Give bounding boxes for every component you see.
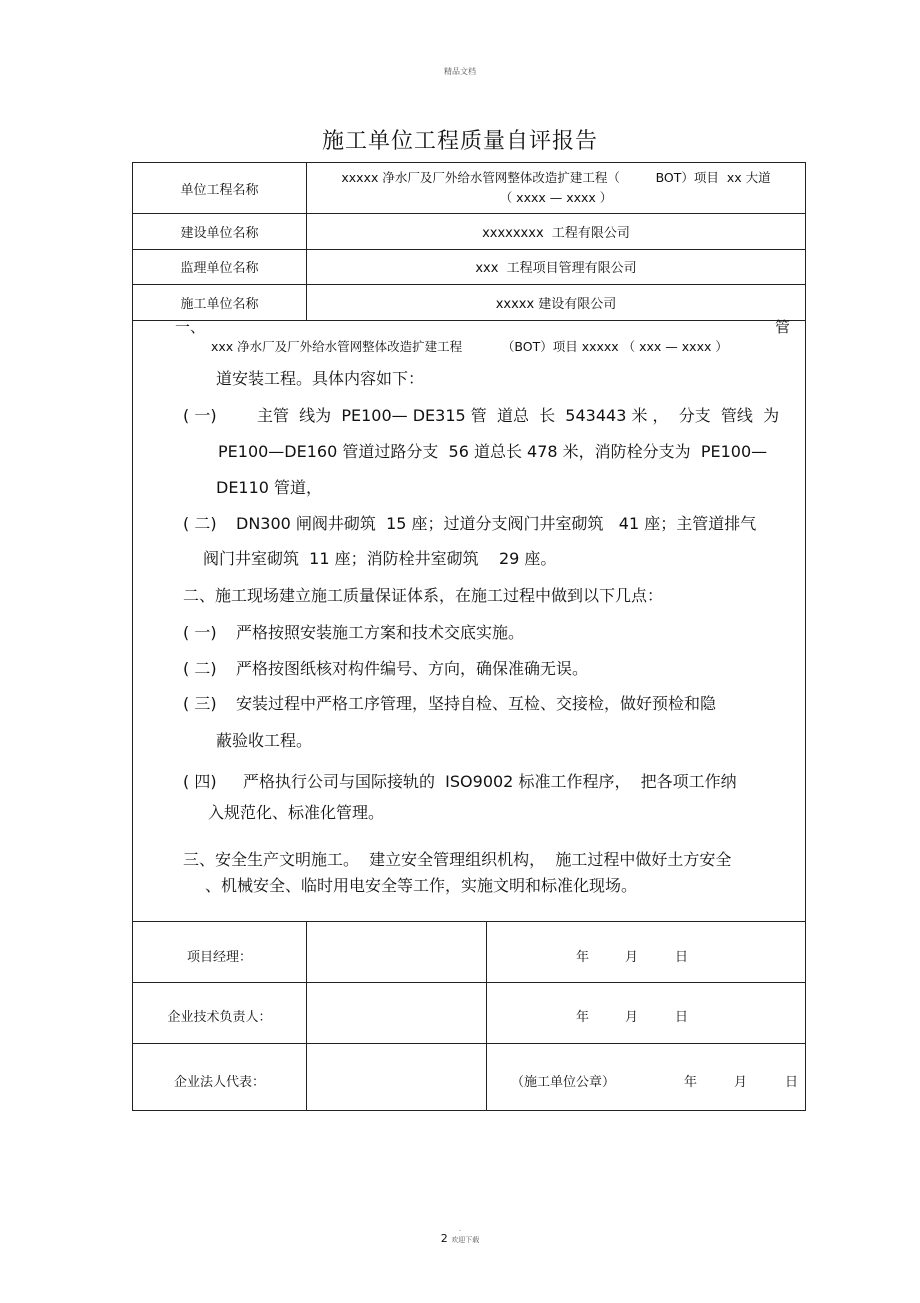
pm-day: 日 [675, 950, 689, 965]
sec2-item4-line2: 入规范化、标准化管理。 [208, 803, 385, 822]
item1-number: ( 一) [183, 406, 217, 425]
lr-month: 月 [734, 1075, 748, 1090]
project-name-line1: xxxxx 净水厂及厂外给水管网整体改造扩建工程（ BOT）项目 xx 大道 [341, 170, 771, 185]
document-title: 施工单位工程质量自评报告 [321, 129, 598, 154]
sec1-line1: xxx 净水厂及厂外给水管网整体改造扩建工程 （BOT）项目 xxxxx （ xxx — xxxx ） [211, 339, 728, 354]
project-name-label: 单位工程名称 [180, 182, 259, 198]
col-divider [486, 921, 487, 1111]
item2-number: ( 二) [183, 514, 217, 533]
col-divider [306, 921, 307, 1111]
sec2-item1-text: 严格按照安装施工方案和技术交底实施。 [236, 623, 525, 642]
sec1-line2: 道安装工程。具体内容如下： [216, 369, 425, 388]
lr-year: 年 [684, 1075, 698, 1090]
row-divider [133, 1043, 805, 1044]
project-manager-label: 项目经理： [186, 950, 252, 965]
sec2-item4-line1: 严格执行公司与国际接轨的 ISO9002 标准工作程序， 把各项工作纳 [243, 772, 737, 791]
sec2-item1-number: ( 一) [183, 623, 217, 642]
row-divider [133, 921, 805, 922]
project-name-line2: （ xxxx — xxxx ） [499, 190, 613, 205]
builder-label: 建设单位名称 [180, 225, 259, 241]
row-divider [133, 320, 805, 321]
tech-lead-label: 企业技术负责人： [167, 1010, 272, 1025]
sec2-item3-continuation: 蔽验收工程。 [216, 731, 313, 750]
report-table [132, 162, 806, 1111]
project-name-value [306, 163, 806, 213]
sec3-line2: 、机械安全、临时用电安全等工作，实施文明和标准化现场。 [205, 876, 638, 895]
sec2-title: 二、施工现场建立施工质量保证体系，在施工过程中做到以下几点： [183, 586, 664, 605]
lr-day: 日 [785, 1075, 799, 1090]
company-seal: （施工单位公章） [511, 1075, 616, 1090]
item1-line1: 主管 线为 PE100— DE315 管 道总 长 543443 米 ， 分支 管线 为 [257, 406, 780, 425]
header-note: 精品文档 [444, 67, 476, 76]
sec2-item2-text: 严格按图纸核对构件编号、方向，确保准确无误。 [236, 659, 589, 678]
sec2-item4-number: ( 四) [183, 772, 217, 791]
item1-line3: DE110 管道， [216, 478, 323, 497]
sec2-item2-number: ( 二) [183, 659, 217, 678]
page-footer [0, 1226, 920, 1245]
item1-line2: PE100—DE160 管道过路分支 56 道总长 478 米，消防栓分支为 PE100— [218, 442, 768, 461]
pm-year: 年 [576, 950, 590, 965]
sec3-line1: 三、安全生产文明施工。 建立安全管理组织机构， 施工过程中做好土方安全 [183, 850, 732, 869]
supervisor-label: 监理单位名称 [180, 261, 259, 276]
tl-day: 日 [675, 1010, 689, 1025]
builder-value: xxxxxxxx 工程有限公司 [482, 225, 630, 241]
contractor-value: xxxxx 建设有限公司 [495, 296, 617, 312]
row-divider [133, 982, 805, 983]
sec2-item3-number: ( 三) [183, 694, 217, 713]
contractor-label: 施工单位名称 [180, 296, 259, 312]
tl-year: 年 [576, 1010, 590, 1025]
item2-line1: DN300 闸阀井砌筑 15 座；过道分支阀门井室砌筑 41 座；主管道排气 [236, 514, 757, 533]
supervisor-value: xxx 工程项目管理有限公司 [475, 261, 637, 276]
tl-month: 月 [625, 1010, 639, 1025]
sec1-prefix: 一、 [175, 318, 206, 336]
sec1-guan: 管 [775, 318, 791, 336]
page-number: 2 [440, 1232, 448, 1245]
sec2-item3-text: 安装过程中严格工序管理，坚持自检、互检、交接检，做好预检和隐 [236, 694, 717, 713]
pm-month: 月 [625, 950, 639, 965]
footer-dot: . [458, 1225, 462, 1233]
legal-rep-label: 企业法人代表： [173, 1075, 265, 1090]
footer-note: 欢迎下载 [451, 1236, 480, 1244]
item2-line2: 阀门井室砌筑 11 座；消防栓井室砌筑 29 座。 [203, 549, 557, 568]
